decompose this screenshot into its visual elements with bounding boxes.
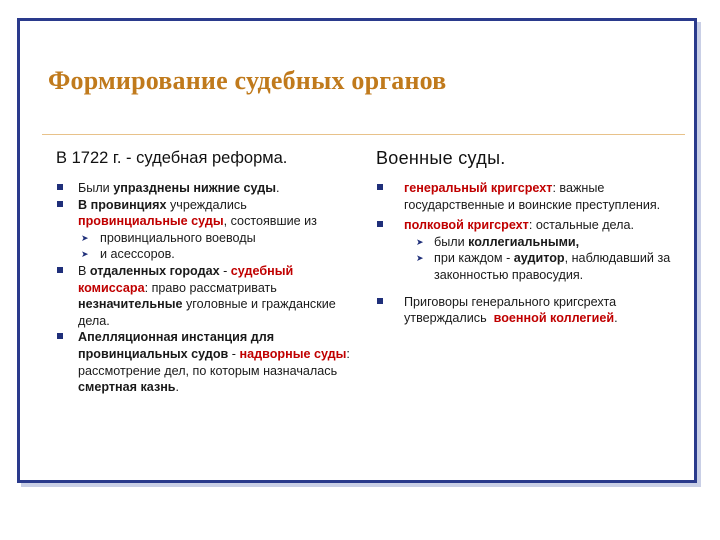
sub-list — [78, 230, 356, 263]
list-item — [56, 197, 356, 263]
bold-text: аудитор — [513, 251, 565, 266]
bold-text: Апелляционная инстанция для провинциальных судов — [78, 330, 275, 361]
text-run: - — [228, 346, 240, 361]
square-bullet-icon — [377, 298, 383, 304]
arrow-bullet-icon: ➤ — [416, 253, 424, 264]
highlight-text: полковой кригсрехт — [404, 218, 529, 233]
arrow-bullet-icon: ➤ — [81, 232, 89, 243]
list-item — [56, 329, 356, 395]
bold-text: отдаленных городах — [89, 263, 220, 278]
square-bullet-icon — [377, 221, 383, 227]
sub-list — [404, 234, 676, 284]
right-column — [376, 148, 676, 327]
square-bullet-icon — [57, 201, 63, 207]
title-divider — [42, 134, 685, 135]
left-bullet-list — [56, 180, 356, 396]
square-bullet-icon — [57, 267, 63, 273]
right-bullet-list — [376, 180, 676, 327]
sub-list-item — [404, 234, 676, 251]
square-bullet-icon — [57, 333, 63, 339]
text-run: : право рассматривать — [144, 280, 277, 295]
text-run: , наблюдавший за законностью правосудия. — [434, 251, 671, 282]
list-item — [376, 217, 676, 283]
text-run: : рассмотрение дел, по которым назначалась — [78, 346, 350, 378]
text-run: Приговоры генерального кригсрехта утверждались — [404, 294, 620, 326]
square-bullet-icon — [377, 184, 383, 190]
bold-text: В провинциях — [78, 197, 167, 212]
sub-list-item — [404, 250, 676, 283]
text-run: и асессоров. — [100, 247, 175, 262]
text-run: при каждом - — [434, 251, 514, 266]
text-run: провинциального воеводы — [100, 230, 256, 245]
bold-text: смертная казнь — [78, 380, 176, 395]
text-run: . — [275, 181, 280, 195]
bold-text: коллегиальными, — [468, 234, 580, 249]
list-item — [376, 294, 676, 327]
sub-list-item — [78, 230, 356, 247]
list-item — [56, 180, 356, 197]
arrow-bullet-icon: ➤ — [416, 236, 424, 247]
text-run: были — [434, 234, 469, 249]
highlight-text: надворные суды — [239, 346, 347, 361]
text-run: . — [614, 311, 618, 326]
sub-list-item — [78, 246, 356, 263]
text-run: уголовные и гражданские дела. — [78, 297, 336, 328]
highlight-text: военной коллегией — [493, 311, 615, 326]
text-run: В — [78, 263, 90, 278]
square-bullet-icon — [57, 184, 63, 190]
text-run: , состоявшие из — [223, 214, 317, 229]
list-item — [376, 180, 676, 213]
text-run: : важные государственные и воинские преступления. — [404, 181, 661, 212]
text-run: : остальные дела. — [528, 218, 634, 233]
highlight-text: провинциальные суды — [78, 214, 224, 229]
left-heading: В 1722 г. - судебная реформа. — [56, 149, 288, 167]
text-run: . — [175, 380, 180, 395]
right-heading: Военные суды. — [376, 148, 506, 168]
bold-text: упразднены нижние суды — [113, 181, 276, 195]
arrow-bullet-icon: ➤ — [81, 249, 89, 260]
slide-title: Формирование судебных органов — [48, 66, 447, 95]
bold-text: незначительные — [78, 297, 183, 312]
left-column — [56, 148, 356, 396]
text-run: Были — [78, 181, 114, 195]
list-item — [56, 263, 356, 329]
highlight-text: генеральный кригсрехт — [404, 181, 553, 195]
highlight-text: судебный комиссара — [78, 263, 294, 295]
text-run: - — [219, 263, 231, 278]
text-run: учреждались — [166, 197, 247, 212]
